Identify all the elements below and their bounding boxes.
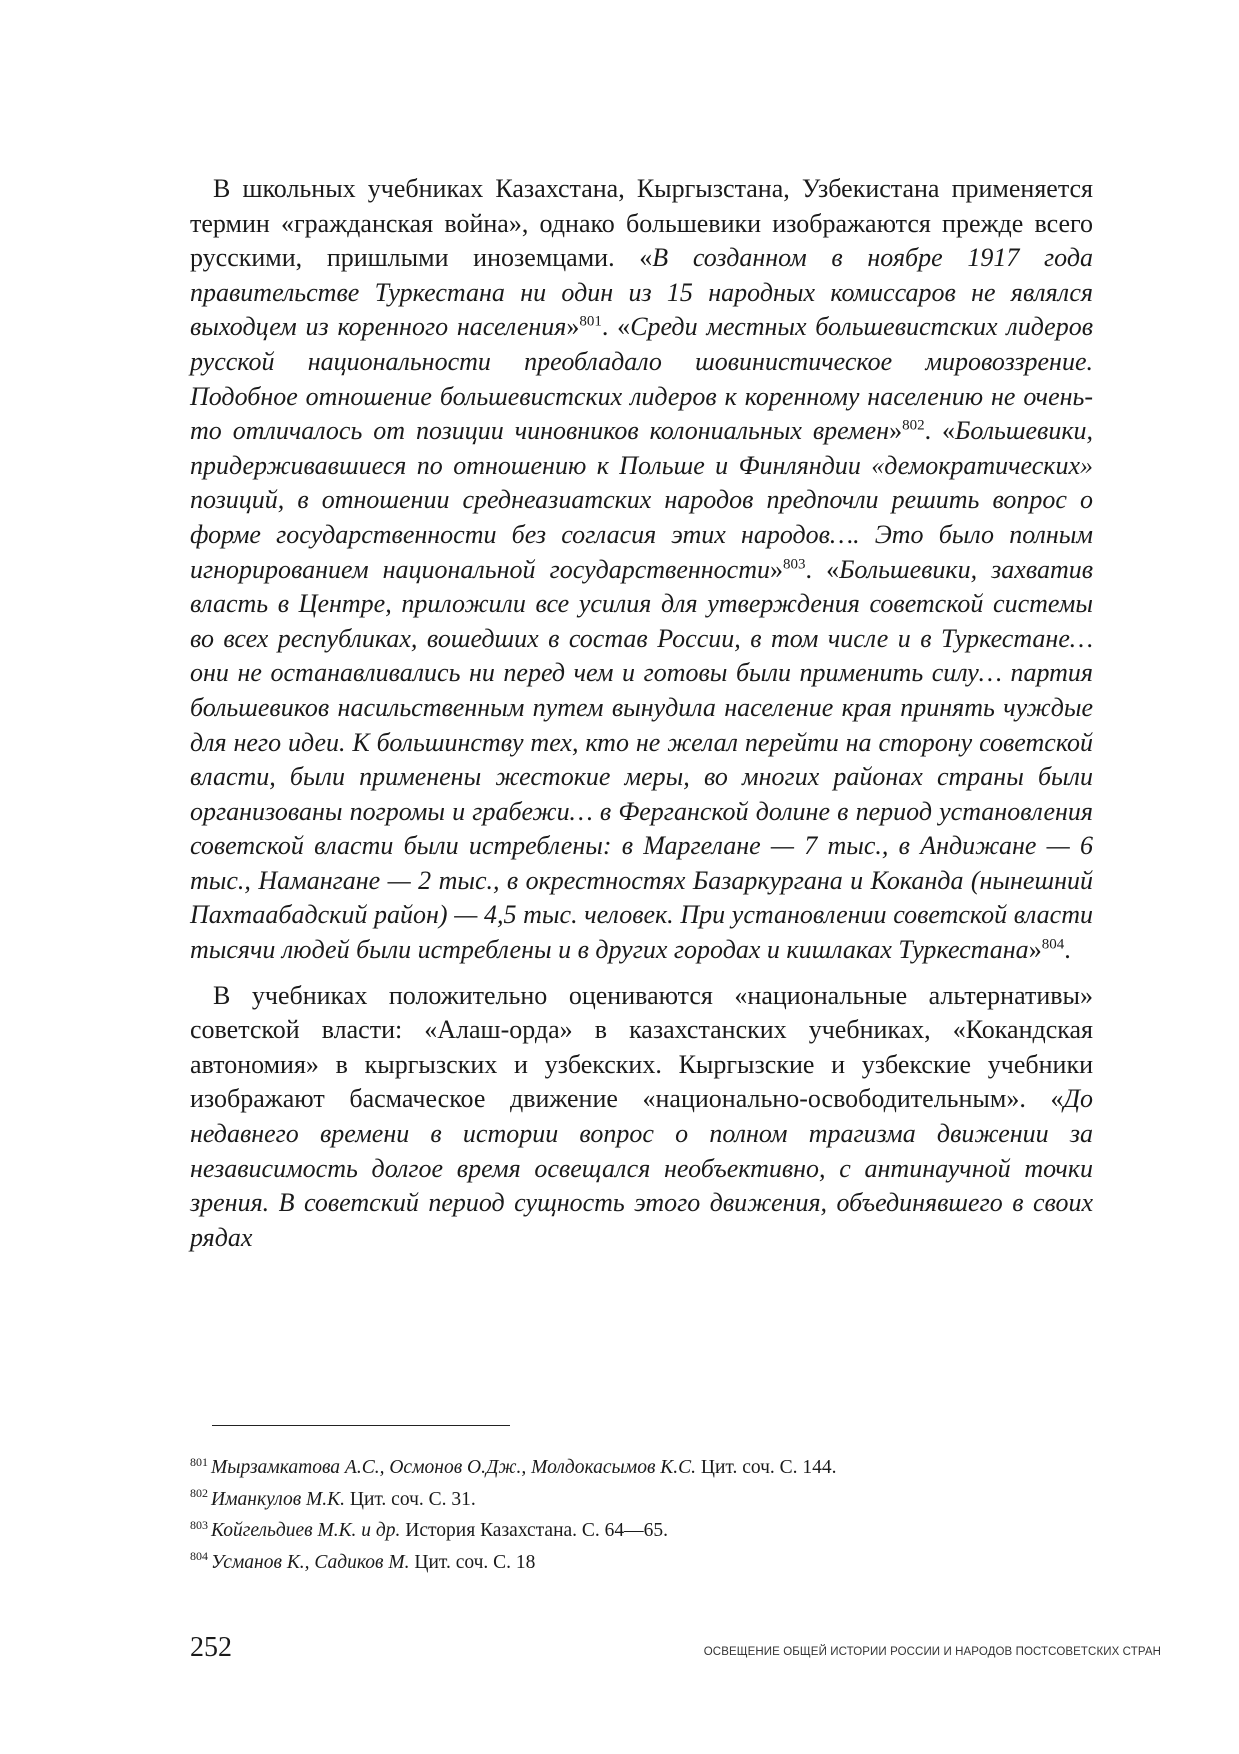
text: » (889, 416, 903, 446)
footnote-803 (190, 1515, 837, 1547)
footnote-number: 803 (190, 1517, 208, 1532)
quote: Среди местных большевистских лидеров русской национальности преобладало шовинистическое мировоззрение. Подобное отношение большевистских лидеров к коренному населению не очень-то отличалось от позиции чиновников колониальных времен (190, 312, 1093, 446)
text: . « (924, 416, 956, 446)
quote: До недавнего времени в истории вопрос о полном трагизма движении за независимость долгое время освещался необъективно, с антинаучной точки зрения. В советский период сущность этого движения, объединявшего в своих рядах (190, 1084, 1093, 1252)
quote: Большевики, придерживавшиеся по отношению к Польше и Финляндии «демократических» позиций, в отношении среднеазиатских народов предпочли решить вопрос о форме государственности без согласия этих народов…. Это было полным игнорированием национальной государственности (190, 416, 1093, 584)
quote: В созданном в ноябре 1917 года правительстве Туркестана ни один из 15 народных комиссаров не являлся выходцем из коренного населения (190, 243, 1093, 342)
footnote-ref[interactable]: 801 (579, 313, 602, 330)
footnote-author: Койгельдиев М.К. и др. (211, 1520, 401, 1541)
text: В школьных учебниках Казахстана, Кыргызстана, Узбекистана применяется термин «гражданская война», однако большевики изображаются прежде всего русскими, пришлыми иноземцами. « (190, 174, 1093, 273)
text: В учебниках положительно оцениваются «национальные альтернативы» советской власти: «Алаш-орда» в казахстанских учебниках, «Кокандская автономия» в кыргызских и узбекских. Кыргызские и узбекские учебники изображают басмаческое движение «национально-освободительным». « (190, 980, 1093, 1114)
footnote-source: Цит. соч. С. 31. (344, 1488, 476, 1510)
page-number: 252 (190, 1632, 232, 1663)
paragraph-1 (190, 172, 1093, 968)
footnote-802 (190, 1484, 837, 1516)
footnote-804 (190, 1547, 837, 1579)
quote: Большевики, захватив власть в Центре, приложили все усилия для утверждения советской системы во всех республиках, вошедших в состав России, в том числе и в Туркестане… они не останавливались ни перед чем и готовы были применить силу… партия большевиков насильственным путем вынудила население края принять чуждые для него идеи. К большинству тех, кто не желал перейти на сторону советской власти, были применены жестокие меры, во многих районах страны были организованы погромы и грабежи… в Ферганской долине в период установления советской власти были истреблены: в Маргелане — 7 тыс., в Андижане — 6 тыс., Намангане — 2 тыс., в окрестностях Базаркургана и Коканда (нынешний Пахтаабадский район) — 4,5 тыс. человек. При установлении советской власти тысячи людей были истреблены и в других городах и кишлаках Туркестана (190, 554, 1094, 965)
footnote-ref[interactable]: 803 (782, 555, 806, 572)
body-text (190, 172, 1093, 1255)
footnote-source: Цит. соч. С. 18 (409, 1551, 536, 1573)
running-title: ОСВЕЩЕНИЕ ОБЩЕЙ ИСТОРИИ РОССИИ И НАРОДОВ ПОСТСОВЕТСКИХ СТРАН (703, 1646, 1161, 1658)
text: . « (805, 554, 840, 584)
footnote-number: 804 (190, 1549, 208, 1563)
footnote-801 (190, 1452, 837, 1484)
text: » (769, 554, 783, 584)
footnote-ref[interactable]: 802 (902, 417, 925, 434)
footnotes (190, 1452, 837, 1578)
text: . (1064, 935, 1071, 965)
footnote-author: Мырзамкатова А.С., Осмонов О.Дж., Молдокасымов К.С. (211, 1457, 696, 1478)
footnote-number: 802 (190, 1486, 208, 1500)
footnote-author: Усманов К., Садиков М. (211, 1551, 410, 1573)
footnote-source: Цит. соч. С. 144. (696, 1457, 837, 1478)
footnote-source: История Казахстана. С. 64—65. (400, 1520, 669, 1541)
footnote-ref[interactable]: 804 (1041, 936, 1065, 953)
text: . « (601, 312, 631, 342)
text: » (566, 312, 580, 342)
paragraph-2 (190, 979, 1093, 1256)
text: » (1028, 935, 1042, 965)
footnote-author: Иманкулов М.К. (211, 1488, 345, 1510)
footnote-number: 801 (190, 1454, 208, 1469)
footnote-divider (212, 1425, 510, 1426)
